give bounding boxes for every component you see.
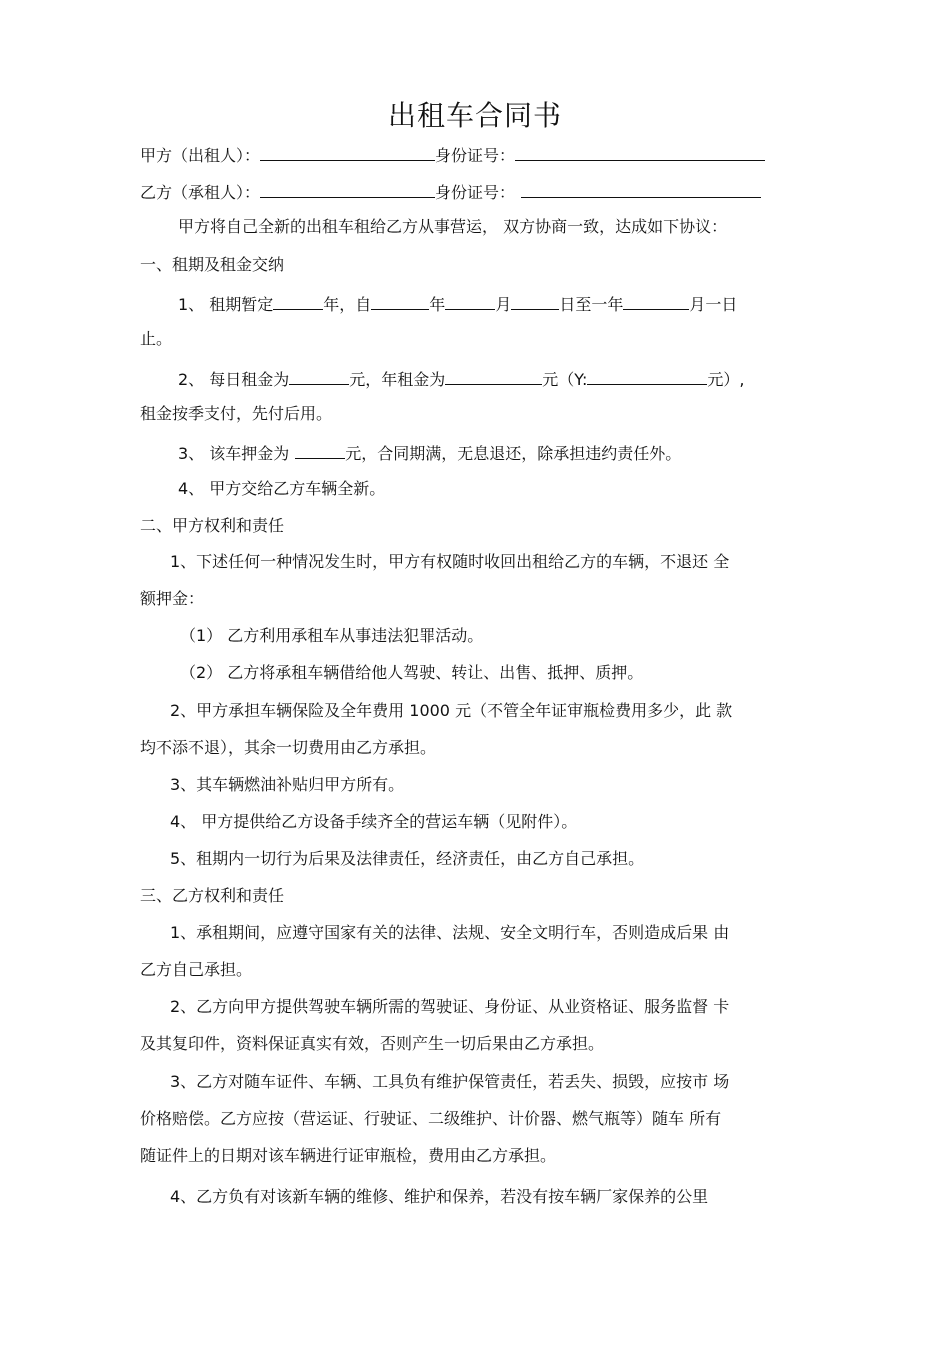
start-year-blank	[371, 291, 429, 310]
sec3-clause-2-cont: 及其复印件，资料保证真实有效，否则产生一切后果由乙方承担。	[140, 1034, 605, 1053]
clause-text: 2、 每日租金为	[178, 370, 290, 389]
sec2-clause-2: 2、甲方承担车辆保险及全年费用 1000 元（不管全年证审瓶检费用多少，此 款	[170, 701, 733, 720]
deposit-blank	[295, 440, 345, 459]
clause-text: 1、 租期暂定	[178, 295, 274, 314]
party-a-id-label: 身份证号：	[435, 146, 516, 165]
sec2-sub-1: （1） 乙方利用承租车从事违法犯罪活动。	[180, 626, 484, 645]
sec2-sub-2: （2） 乙方将承租车辆借给他人驾驶、转让、出售、抵押、质押。	[180, 663, 644, 682]
sec1-clause-1-cont: 止。	[140, 329, 173, 348]
clause-text: 月	[495, 295, 512, 314]
sec2-clause-1: 1、下述任何一种情况发生时，甲方有权随时收回出租给乙方的车辆，不退还 全	[170, 552, 730, 571]
clause-text: 元）,	[707, 370, 745, 389]
sec1-clause-3	[178, 440, 681, 465]
clause-text: 年	[429, 295, 446, 314]
section-2-heading: 二、甲方权利和责任	[140, 516, 285, 535]
daily-rent-blank	[289, 366, 349, 385]
section-3-heading: 三、乙方权利和责任	[140, 886, 285, 905]
annual-rent-caps-blank	[587, 366, 707, 385]
party-b-label: 乙方（承租人）：	[140, 183, 261, 202]
clause-text: 年，自	[323, 295, 372, 314]
party-a-line	[140, 142, 765, 167]
sec1-clause-1	[178, 291, 737, 316]
party-b-name-blank	[260, 179, 435, 198]
sec3-clause-1: 1、承租期间，应遵守国家有关的法律、法规、安全文明行车，否则造成后果 由	[170, 923, 730, 942]
start-day-blank	[511, 291, 559, 310]
document-title: 出租车合同书	[387, 99, 562, 132]
party-a-name-blank	[260, 142, 435, 161]
clause-text: 3、 该车押金为	[178, 444, 290, 463]
sec3-clause-3: 3、乙方对随车证件、车辆、工具负有维护保管责任，若丢失、损毁，应按市 场	[170, 1072, 730, 1091]
sec2-clause-4: 4、 甲方提供给乙方设备手续齐全的营运车辆（见附件）。	[170, 812, 578, 831]
clause-text: 元（Y:	[542, 370, 588, 389]
party-b-line	[140, 179, 761, 204]
lease-years-blank	[273, 291, 323, 310]
clause-text: 月一日	[689, 295, 738, 314]
party-a-label: 甲方（出租人）：	[140, 146, 261, 165]
sec2-clause-1-cont: 额押金：	[140, 589, 205, 608]
sec3-clause-4: 4、乙方负有对该新车辆的维修、维护和保养，若没有按车辆厂家保养的公里	[170, 1187, 709, 1206]
sec3-clause-3-cont-1: 价格赔偿。乙方应按（营运证、行驶证、二级维护、计价器、燃气瓶等）随车 所有	[140, 1109, 722, 1128]
sec3-clause-2: 2、乙方向甲方提供驾驶车辆所需的驾驶证、身份证、从业资格证、服务监督 卡	[170, 997, 730, 1016]
sec2-clause-5: 5、租期内一切行为后果及法律责任，经济责任，由乙方自己承担。	[170, 849, 645, 868]
intro-paragraph: 甲方将自己全新的出租车租给乙方从事营运， 双方协商一致，达成如下协议：	[178, 217, 728, 236]
annual-rent-blank	[445, 366, 542, 385]
section-1-heading: 一、租期及租金交纳	[140, 255, 285, 274]
sec2-clause-2-cont: 均不添不退），其余一切费用由乙方承担。	[140, 738, 437, 757]
sec2-clause-3: 3、其车辆燃油补贴归甲方所有。	[170, 775, 405, 794]
clause-text: 元，年租金为	[349, 370, 446, 389]
clause-text: 日至一年	[559, 295, 624, 314]
sec3-clause-1-cont: 乙方自己承担。	[140, 960, 253, 979]
sec1-clause-2-cont: 租金按季支付，先付后用。	[140, 404, 333, 423]
clause-text: 元，合同期满，无息退还，除承担违约责任外。	[345, 444, 682, 463]
party-a-id-blank	[515, 142, 765, 161]
start-month-blank	[445, 291, 495, 310]
sec1-clause-2	[178, 366, 744, 391]
party-b-id-blank	[521, 179, 761, 198]
end-month-blank	[623, 291, 689, 310]
sec3-clause-3-cont-2: 随证件上的日期对该车辆进行证审瓶检，费用由乙方承担。	[140, 1146, 557, 1165]
party-b-id-label: 身份证号：	[435, 183, 516, 202]
sec1-clause-4: 4、 甲方交给乙方车辆全新。	[178, 479, 386, 498]
